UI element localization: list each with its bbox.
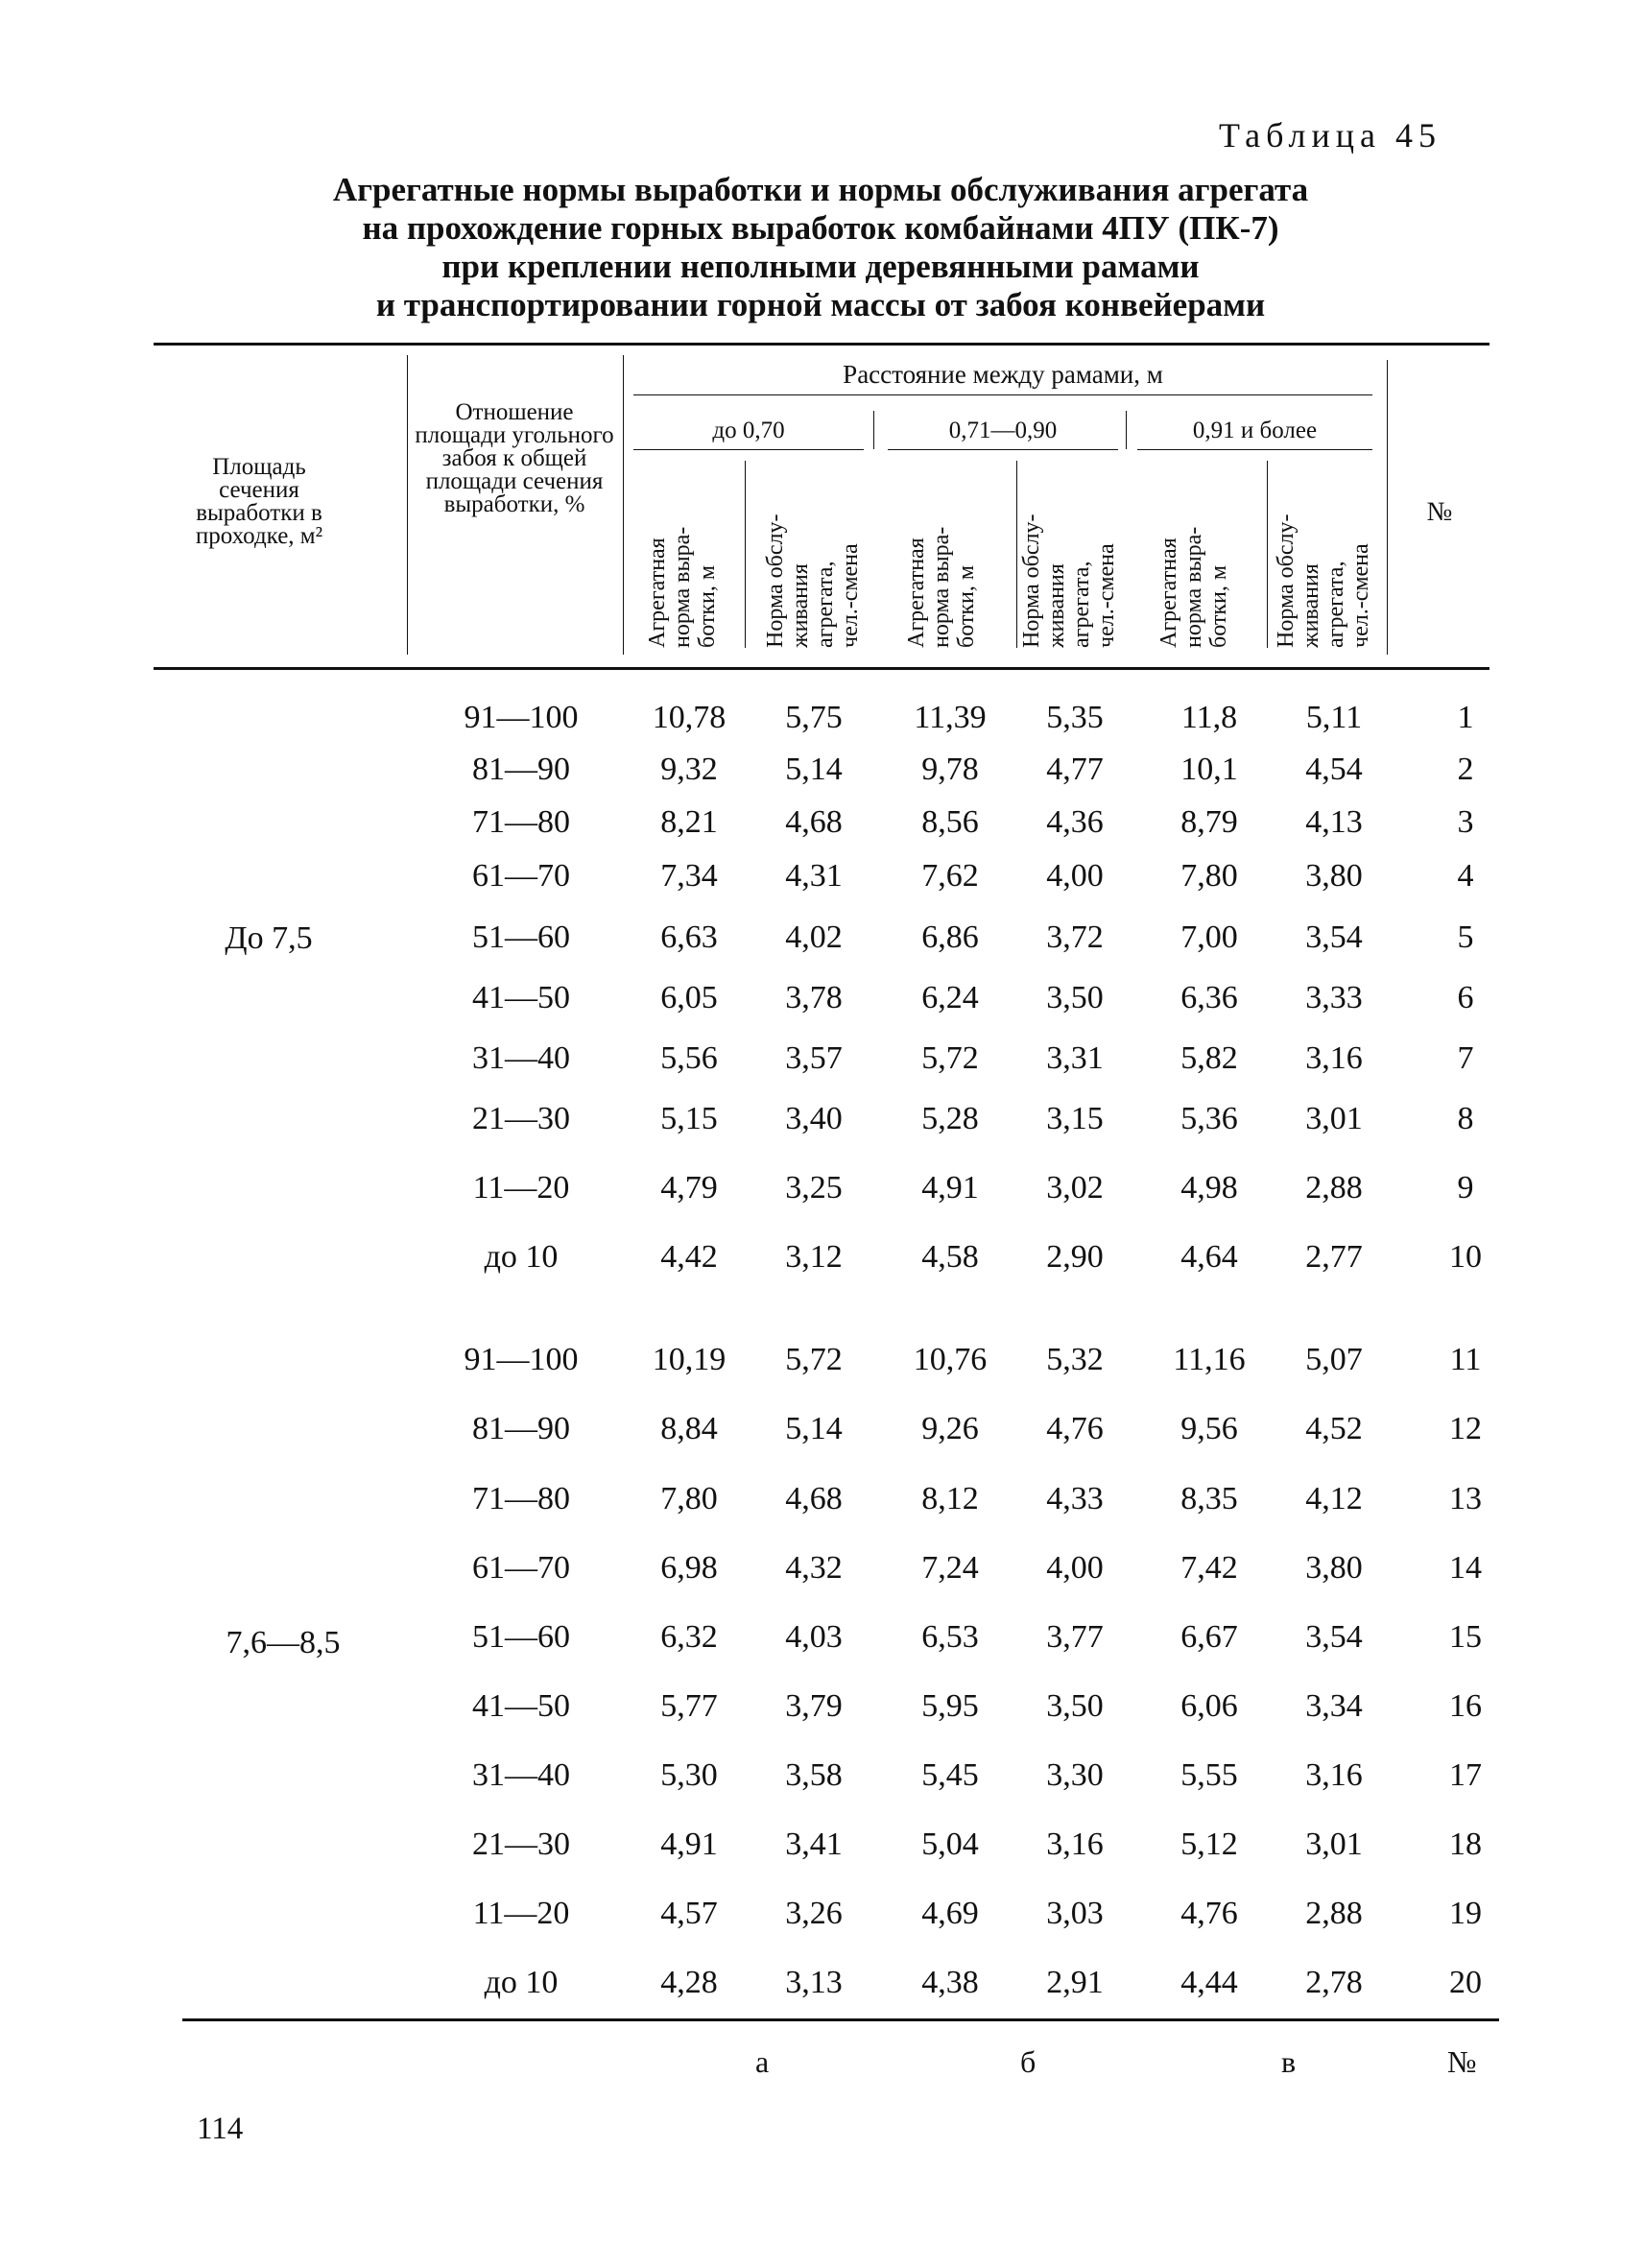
value-cell: 8,56 bbox=[921, 804, 979, 840]
range-rule-2 bbox=[888, 449, 1118, 450]
row-number: 8 bbox=[1457, 1101, 1474, 1136]
value-cell: 4,64 bbox=[1180, 1239, 1238, 1275]
value-cell: 7,00 bbox=[1180, 919, 1238, 955]
row-number: 17 bbox=[1449, 1757, 1482, 1793]
value-cell: 6,36 bbox=[1180, 980, 1238, 1015]
subheader-line: ботки, м bbox=[695, 564, 720, 648]
ratio-cell: 81—90 bbox=[472, 1411, 570, 1446]
table-label: Таблица 45 bbox=[1219, 116, 1441, 155]
value-cell: 4,36 bbox=[1046, 804, 1104, 840]
title-line: Агрегатные нормы выработки и нормы обслуживания агрегата bbox=[332, 171, 1309, 208]
value-cell: 10,19 bbox=[652, 1342, 727, 1377]
row-number: 19 bbox=[1449, 1896, 1482, 1931]
value-cell: 3,41 bbox=[785, 1826, 843, 1862]
value-cell: 3,30 bbox=[1046, 1757, 1104, 1793]
value-cell: 3,50 bbox=[1046, 980, 1104, 1015]
subheader-service-b bbox=[1019, 514, 1119, 648]
row-number: 18 bbox=[1449, 1826, 1482, 1862]
value-cell: 3,13 bbox=[785, 1965, 843, 2000]
ratio-cell: до 10 bbox=[484, 1965, 559, 2000]
value-cell: 5,14 bbox=[785, 752, 843, 787]
value-cell: 4,03 bbox=[785, 1619, 843, 1655]
subheader-line: Норма обслу- bbox=[763, 513, 788, 648]
value-cell: 5,15 bbox=[660, 1101, 718, 1136]
value-cell: 11,39 bbox=[914, 700, 987, 735]
row-number: 16 bbox=[1449, 1688, 1482, 1724]
value-cell: 10,76 bbox=[913, 1342, 988, 1377]
ratio-cell: 91—100 bbox=[464, 700, 579, 735]
row-number: 10 bbox=[1449, 1239, 1482, 1275]
value-cell: 6,53 bbox=[921, 1619, 979, 1655]
range-rule-1 bbox=[633, 449, 864, 450]
divider-ratio-values bbox=[623, 355, 624, 655]
value-cell: 2,88 bbox=[1305, 1896, 1363, 1931]
ratio-cell: 41—50 bbox=[472, 980, 570, 1015]
subheader-line: норма выра- bbox=[670, 526, 695, 648]
value-cell: 2,90 bbox=[1046, 1239, 1104, 1275]
subheader-line: живания bbox=[1299, 563, 1323, 648]
value-cell: 9,26 bbox=[921, 1411, 979, 1446]
value-cell: 3,02 bbox=[1046, 1170, 1104, 1206]
value-cell: 10,1 bbox=[1180, 752, 1238, 787]
page-number: 114 bbox=[197, 2112, 244, 2146]
value-cell: 4,44 bbox=[1180, 1965, 1238, 2000]
subheader-line: ботки, м bbox=[954, 564, 979, 648]
value-cell: 3,01 bbox=[1305, 1826, 1363, 1862]
value-cell: 5,36 bbox=[1180, 1101, 1238, 1136]
value-cell: 5,77 bbox=[660, 1688, 718, 1724]
title-line: и транспортировании горной массы от забоя конвейерами bbox=[375, 286, 1266, 323]
footer-label-a: а bbox=[755, 2044, 770, 2079]
value-cell: 3,50 bbox=[1046, 1688, 1104, 1724]
value-cell: 7,34 bbox=[660, 858, 718, 894]
subheader-line: чел.-смена bbox=[838, 543, 863, 648]
value-cell: 3,77 bbox=[1046, 1619, 1104, 1655]
row-number: 15 bbox=[1449, 1619, 1482, 1655]
row-number: 11 bbox=[1449, 1342, 1482, 1377]
subheader-norm-c bbox=[1156, 527, 1231, 648]
row-number: 12 bbox=[1449, 1411, 1482, 1446]
value-cell: 6,86 bbox=[921, 919, 979, 955]
value-cell: 3,80 bbox=[1305, 1550, 1363, 1586]
divider-area-ratio bbox=[407, 355, 408, 655]
value-cell: 4,38 bbox=[921, 1965, 979, 2000]
row-number: 9 bbox=[1457, 1170, 1474, 1206]
ratio-cell: 21—30 bbox=[472, 1826, 570, 1862]
header-num: № bbox=[1426, 497, 1453, 527]
footer-label-b: б bbox=[1020, 2044, 1036, 2079]
footer-label-no: № bbox=[1447, 2044, 1477, 2079]
header-range-2: 0,71—0,90 bbox=[948, 418, 1058, 443]
group-area-label: 7,6—8,5 bbox=[226, 1625, 341, 1660]
value-cell: 5,75 bbox=[785, 700, 843, 735]
value-cell: 4,28 bbox=[660, 1965, 718, 2000]
row-number: 13 bbox=[1449, 1481, 1482, 1516]
value-cell: 7,62 bbox=[921, 858, 979, 894]
value-cell: 5,35 bbox=[1046, 700, 1104, 735]
value-cell: 2,77 bbox=[1305, 1239, 1363, 1275]
value-cell: 4,91 bbox=[660, 1826, 718, 1862]
ratio-cell: 81—90 bbox=[472, 752, 570, 787]
value-cell: 3,58 bbox=[785, 1757, 843, 1793]
row-number: 5 bbox=[1457, 919, 1474, 955]
value-cell: 5,28 bbox=[921, 1101, 979, 1136]
subheader-line: Агрегатная bbox=[904, 537, 929, 648]
value-cell: 4,98 bbox=[1180, 1170, 1238, 1206]
ratio-cell: 71—80 bbox=[472, 1481, 570, 1516]
value-cell: 4,69 bbox=[921, 1896, 979, 1931]
table-top-rule bbox=[154, 343, 1489, 346]
value-cell: 4,12 bbox=[1305, 1481, 1363, 1516]
ratio-cell: 31—40 bbox=[472, 1040, 570, 1076]
subheader-line: Агрегатная bbox=[645, 537, 670, 648]
value-cell: 10,78 bbox=[652, 700, 727, 735]
value-cell: 6,67 bbox=[1180, 1619, 1238, 1655]
value-cell: 3,31 bbox=[1046, 1040, 1104, 1076]
ratio-cell: 31—40 bbox=[472, 1757, 570, 1793]
value-cell: 3,15 bbox=[1046, 1101, 1104, 1136]
value-cell: 4,68 bbox=[785, 1481, 843, 1516]
value-cell: 3,26 bbox=[785, 1896, 843, 1931]
value-cell: 4,13 bbox=[1305, 804, 1363, 840]
value-cell: 5,95 bbox=[921, 1688, 979, 1724]
value-cell: 11,16 bbox=[1173, 1342, 1246, 1377]
value-cell: 8,21 bbox=[660, 804, 718, 840]
value-cell: 4,79 bbox=[660, 1170, 718, 1206]
value-cell: 4,54 bbox=[1305, 752, 1363, 787]
subheader-line: агрегата, bbox=[1323, 561, 1348, 648]
value-cell: 2,78 bbox=[1305, 1965, 1363, 2000]
value-cell: 5,32 bbox=[1046, 1342, 1104, 1377]
value-cell: 4,68 bbox=[785, 804, 843, 840]
value-cell: 3,54 bbox=[1305, 919, 1363, 955]
subheader-line: агрегата, bbox=[813, 561, 838, 648]
value-cell: 4,76 bbox=[1180, 1896, 1238, 1931]
ratio-cell: 61—70 bbox=[472, 858, 570, 894]
row-number: 14 bbox=[1449, 1550, 1482, 1586]
ratio-cell: 11—20 bbox=[472, 1170, 570, 1206]
value-cell: 3,40 bbox=[785, 1101, 843, 1136]
value-cell: 3,16 bbox=[1305, 1040, 1363, 1076]
value-cell: 4,00 bbox=[1046, 858, 1104, 894]
row-number: 7 bbox=[1457, 1040, 1474, 1076]
subheader-line: живания bbox=[788, 563, 813, 648]
subheader-line: Норма обслу- bbox=[1274, 513, 1299, 648]
row-number: 1 bbox=[1457, 700, 1474, 735]
value-cell: 3,12 bbox=[785, 1239, 843, 1275]
value-cell: 2,91 bbox=[1046, 1965, 1104, 2000]
value-cell: 5,07 bbox=[1305, 1342, 1363, 1377]
value-cell: 8,84 bbox=[660, 1411, 718, 1446]
value-cell: 3,79 bbox=[785, 1688, 843, 1724]
value-cell: 11,8 bbox=[1180, 700, 1238, 735]
value-cell: 3,16 bbox=[1305, 1757, 1363, 1793]
divider-range-1 bbox=[873, 411, 874, 449]
value-cell: 3,03 bbox=[1046, 1896, 1104, 1931]
value-cell: 9,56 bbox=[1180, 1411, 1238, 1446]
row-number: 3 bbox=[1457, 804, 1474, 840]
value-cell: 6,24 bbox=[921, 980, 979, 1015]
ratio-cell: 51—60 bbox=[472, 919, 570, 955]
title-line: при креплении неполными деревянными рамами bbox=[441, 248, 1200, 285]
row-number: 20 bbox=[1449, 1965, 1482, 2000]
value-cell: 3,25 bbox=[785, 1170, 843, 1206]
value-cell: 7,80 bbox=[1180, 858, 1238, 894]
group-area-label: До 7,5 bbox=[225, 920, 313, 956]
value-cell: 2,88 bbox=[1305, 1170, 1363, 1206]
value-cell: 4,57 bbox=[660, 1896, 718, 1931]
value-cell: 6,05 bbox=[660, 980, 718, 1015]
header-range-3: 0,91 и более bbox=[1192, 418, 1318, 443]
range-rule-3 bbox=[1137, 449, 1372, 450]
ratio-cell: до 10 bbox=[484, 1239, 559, 1275]
value-cell: 7,80 bbox=[660, 1481, 718, 1516]
subheader-line: чел.-смена bbox=[1348, 543, 1373, 648]
value-cell: 4,00 bbox=[1046, 1550, 1104, 1586]
value-cell: 5,45 bbox=[921, 1757, 979, 1793]
value-cell: 5,04 bbox=[921, 1826, 979, 1862]
ratio-cell: 51—60 bbox=[472, 1619, 570, 1655]
table-title bbox=[144, 171, 1497, 324]
header-distance-group: Расстояние между рамами, м bbox=[843, 360, 1163, 389]
ratio-cell: 41—50 bbox=[472, 1688, 570, 1724]
value-cell: 6,06 bbox=[1180, 1688, 1238, 1724]
value-cell: 4,77 bbox=[1046, 752, 1104, 787]
value-cell: 3,34 bbox=[1305, 1688, 1363, 1724]
title-line: на прохождение горных выработок комбайнами 4ПУ (ПК-7) bbox=[362, 209, 1279, 247]
value-cell: 9,78 bbox=[921, 752, 979, 787]
value-cell: 3,01 bbox=[1305, 1101, 1363, 1136]
value-cell: 6,32 bbox=[660, 1619, 718, 1655]
header-ratio: Отношение площади угольного забоя к общей площади сечения выработки, % bbox=[415, 399, 614, 517]
value-cell: 3,80 bbox=[1305, 858, 1363, 894]
row-number: 4 bbox=[1457, 858, 1474, 894]
value-cell: 4,58 bbox=[921, 1239, 979, 1275]
header-area: Площадь сечения выработки в проходке, м² bbox=[195, 454, 323, 549]
value-cell: 8,12 bbox=[921, 1481, 979, 1516]
row-number: 6 bbox=[1457, 980, 1474, 1015]
value-cell: 4,32 bbox=[785, 1550, 843, 1586]
value-cell: 4,42 bbox=[660, 1239, 718, 1275]
value-cell: 4,76 bbox=[1046, 1411, 1104, 1446]
value-cell: 5,11 bbox=[1305, 700, 1363, 735]
value-cell: 5,82 bbox=[1180, 1040, 1238, 1076]
value-cell: 5,14 bbox=[785, 1411, 843, 1446]
value-cell: 4,02 bbox=[785, 919, 843, 955]
value-cell: 7,24 bbox=[921, 1550, 979, 1586]
subheader-service-a bbox=[763, 514, 863, 648]
value-cell: 5,30 bbox=[660, 1757, 718, 1793]
value-cell: 3,78 bbox=[785, 980, 843, 1015]
value-cell: 4,31 bbox=[785, 858, 843, 894]
ratio-cell: 11—20 bbox=[472, 1896, 570, 1931]
divider-sub-1 bbox=[745, 461, 746, 648]
value-cell: 4,91 bbox=[921, 1170, 979, 1206]
value-cell: 5,12 bbox=[1180, 1826, 1238, 1862]
value-cell: 4,52 bbox=[1305, 1411, 1363, 1446]
subheader-line: агрегата, bbox=[1069, 561, 1094, 648]
value-cell: 9,32 bbox=[660, 752, 718, 787]
value-cell: 5,72 bbox=[921, 1040, 979, 1076]
footer-label-c: в bbox=[1281, 2044, 1297, 2079]
value-cell: 3,72 bbox=[1046, 919, 1104, 955]
value-cell: 3,57 bbox=[785, 1040, 843, 1076]
subheader-line: Норма обслу- bbox=[1019, 513, 1044, 648]
subheader-line: ботки, м bbox=[1206, 564, 1231, 648]
divider-values-num bbox=[1387, 360, 1388, 655]
subheader-line: живания bbox=[1044, 563, 1069, 648]
value-cell: 8,79 bbox=[1180, 804, 1238, 840]
subheader-line: Агрегатная bbox=[1156, 537, 1181, 648]
value-cell: 8,35 bbox=[1180, 1481, 1238, 1516]
value-cell: 5,55 bbox=[1180, 1757, 1238, 1793]
table-bottom-rule bbox=[182, 2018, 1499, 2021]
value-cell: 5,56 bbox=[660, 1040, 718, 1076]
distance-group-rule bbox=[633, 394, 1372, 395]
value-cell: 4,33 bbox=[1046, 1481, 1104, 1516]
row-number: 2 bbox=[1457, 752, 1474, 787]
ratio-cell: 21—30 bbox=[472, 1101, 570, 1136]
subheader-service-c bbox=[1274, 514, 1373, 648]
ratio-cell: 71—80 bbox=[472, 804, 570, 840]
divider-sub-3 bbox=[1267, 461, 1268, 648]
ratio-cell: 91—100 bbox=[464, 1342, 579, 1377]
subheader-line: норма выра- bbox=[929, 526, 954, 648]
subheader-norm-a bbox=[645, 527, 720, 648]
header-range-1: до 0,70 bbox=[712, 418, 785, 443]
value-cell: 3,54 bbox=[1305, 1619, 1363, 1655]
header-bottom-rule bbox=[154, 667, 1489, 670]
subheader-norm-b bbox=[904, 527, 979, 648]
subheader-line: чел.-смена bbox=[1094, 543, 1119, 648]
subheader-line: норма выра- bbox=[1181, 526, 1206, 648]
value-cell: 5,72 bbox=[785, 1342, 843, 1377]
value-cell: 3,33 bbox=[1305, 980, 1363, 1015]
divider-range-2 bbox=[1126, 411, 1127, 449]
value-cell: 6,63 bbox=[660, 919, 718, 955]
value-cell: 7,42 bbox=[1180, 1550, 1238, 1586]
value-cell: 6,98 bbox=[660, 1550, 718, 1586]
ratio-cell: 61—70 bbox=[472, 1550, 570, 1586]
divider-sub-2 bbox=[1016, 461, 1017, 648]
value-cell: 3,16 bbox=[1046, 1826, 1104, 1862]
